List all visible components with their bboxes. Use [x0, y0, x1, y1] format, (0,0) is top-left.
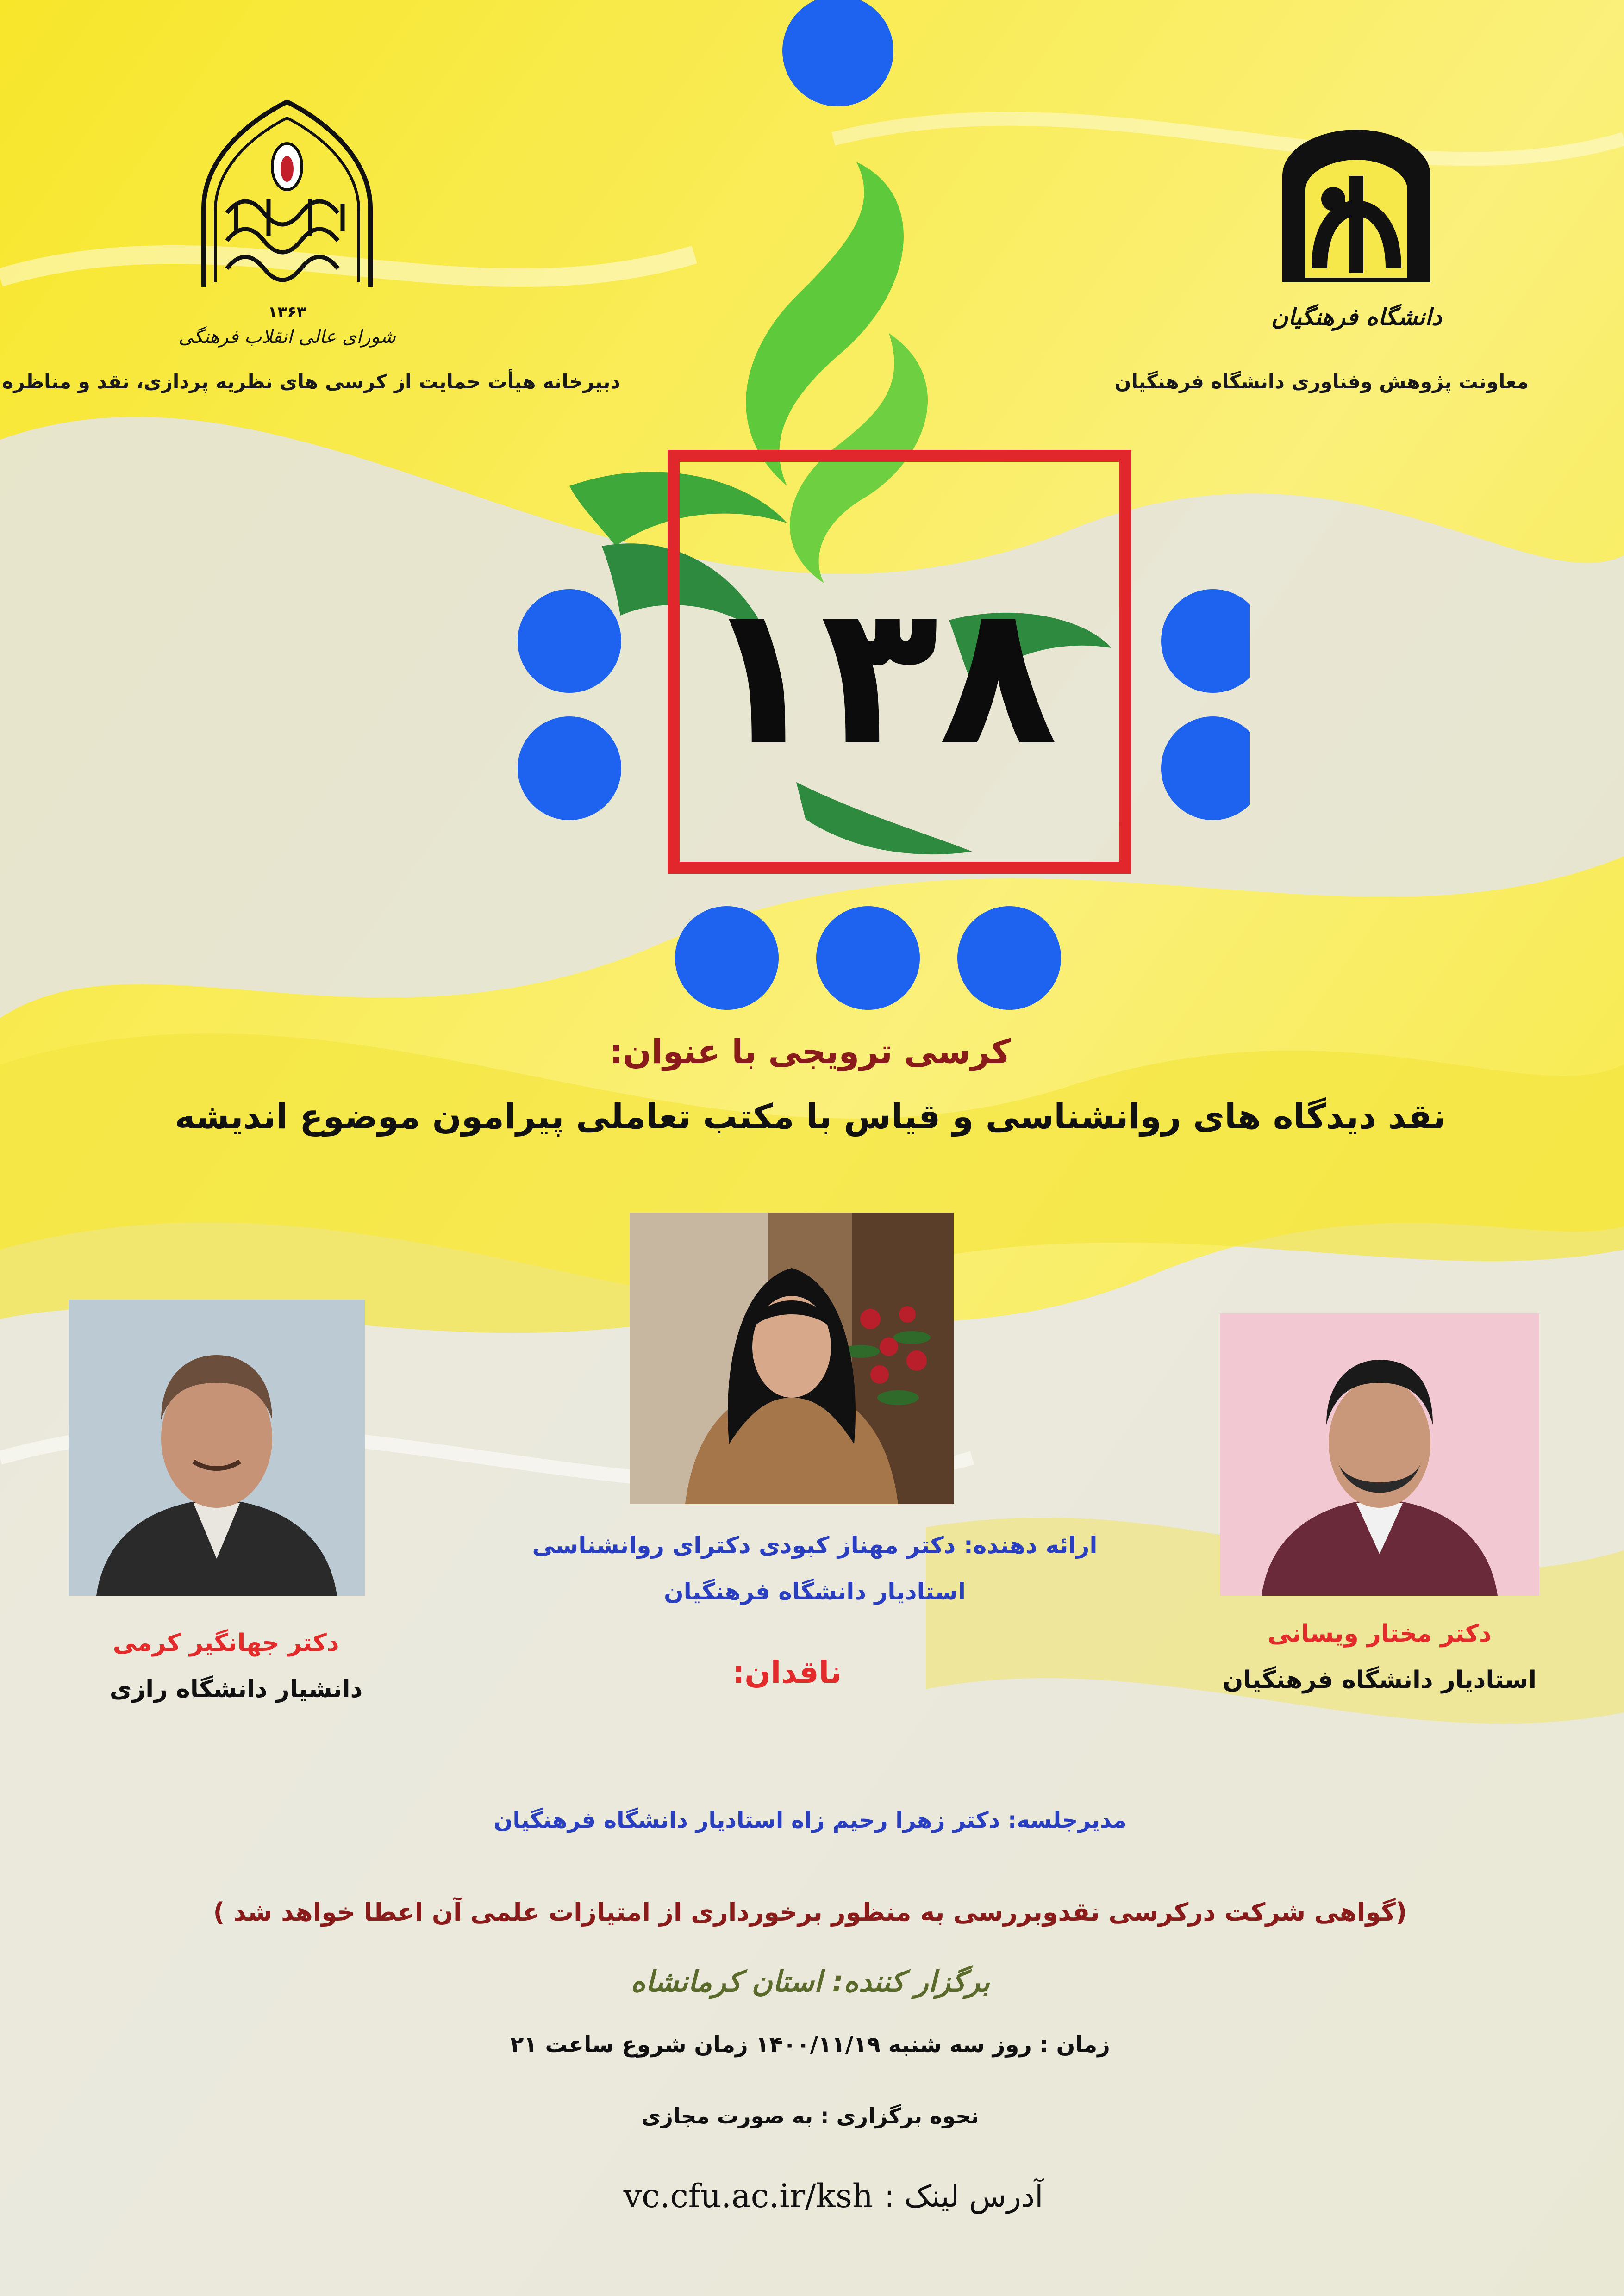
emblem-dot	[675, 906, 779, 1010]
left-logo-caption: دبیرخانه هیأت حمایت از کرسی های نظریه پردازی، نقد و مناظره	[2, 370, 620, 393]
university-emblem-icon	[1268, 120, 1444, 296]
organizer: برگزار کننده: استان کرمانشاه	[631, 1965, 990, 1998]
link-url[interactable]: vc.cfu.ac.ir/ksh	[623, 2177, 874, 2215]
seal-year: ۱۳۶۳	[268, 303, 306, 322]
right-logo-caption: معاونت پژوهش وفناوری دانشگاه فرهنگیان	[1114, 370, 1529, 393]
emblem-dot	[816, 906, 920, 1010]
schedule: زمان : روز سه شنبه ۱۴۰۰/۱۱/۱۹ زمان شروع ساعت ۲۱	[510, 2032, 1110, 2058]
critics-label: ناقدان:	[732, 1655, 842, 1690]
critic-left-name: دکتر جهانگیر کرمی	[112, 1629, 339, 1657]
critic-left-photo	[69, 1300, 365, 1596]
council-seal-logo	[176, 93, 398, 370]
university-logo-text: دانشگاه فرهنگیان	[1271, 303, 1442, 330]
presenter-photo	[630, 1213, 954, 1504]
critic-left-title: دانشیار دانشگاه رازی	[109, 1675, 363, 1703]
presenter-line2: استادیار دانشگاه فرهنگیان	[664, 1578, 966, 1605]
moderator: مدیرجلسه: دکتر زهرا رحیم زاه استادیار دانشگاه فرهنگیان	[493, 1807, 1127, 1833]
emblem-dot	[782, 0, 893, 106]
emblem-dot	[518, 589, 621, 693]
link-row	[509, 2171, 1157, 2221]
emblem-dot	[957, 906, 1061, 1010]
critic-right-title: استادیار دانشگاه فرهنگیان	[1222, 1666, 1537, 1694]
presenter-line1: ارائه دهنده: دکتر مهناز کبودی دکترای روانشناسی	[532, 1532, 1098, 1559]
emblem-dot	[518, 716, 621, 820]
certificate-note: (گواهی شرکت درکرسی نقدوبررسی به منظور برخورداری از امتیازات علمی آن اعطا خواهد شد )	[213, 1898, 1407, 1927]
seal-script: شورای عالی انقلاب فرهنگی	[178, 326, 396, 348]
critic-right-photo	[1220, 1313, 1539, 1596]
emblem-dot	[1161, 716, 1250, 820]
emblem-graphic	[509, 0, 1250, 1018]
title-kicker: کرسی ترویجی با عنوان:	[609, 1032, 1011, 1071]
critic-right-name: دکتر مختار ویسانی	[1268, 1620, 1492, 1648]
university-logo	[1268, 120, 1444, 352]
page-title: نقد دیدگاه های روانشناسی و قیاس با مکتب تعاملی پیرامون موضوع اندیشه	[175, 1097, 1446, 1137]
emblem-dot	[1161, 589, 1250, 693]
format: نحوه برگزاری : به صورت مجازی	[641, 2103, 979, 2128]
link-label: آدرس لینک :	[884, 2178, 1043, 2214]
emblem-number: ۱۳۸	[701, 562, 1058, 789]
